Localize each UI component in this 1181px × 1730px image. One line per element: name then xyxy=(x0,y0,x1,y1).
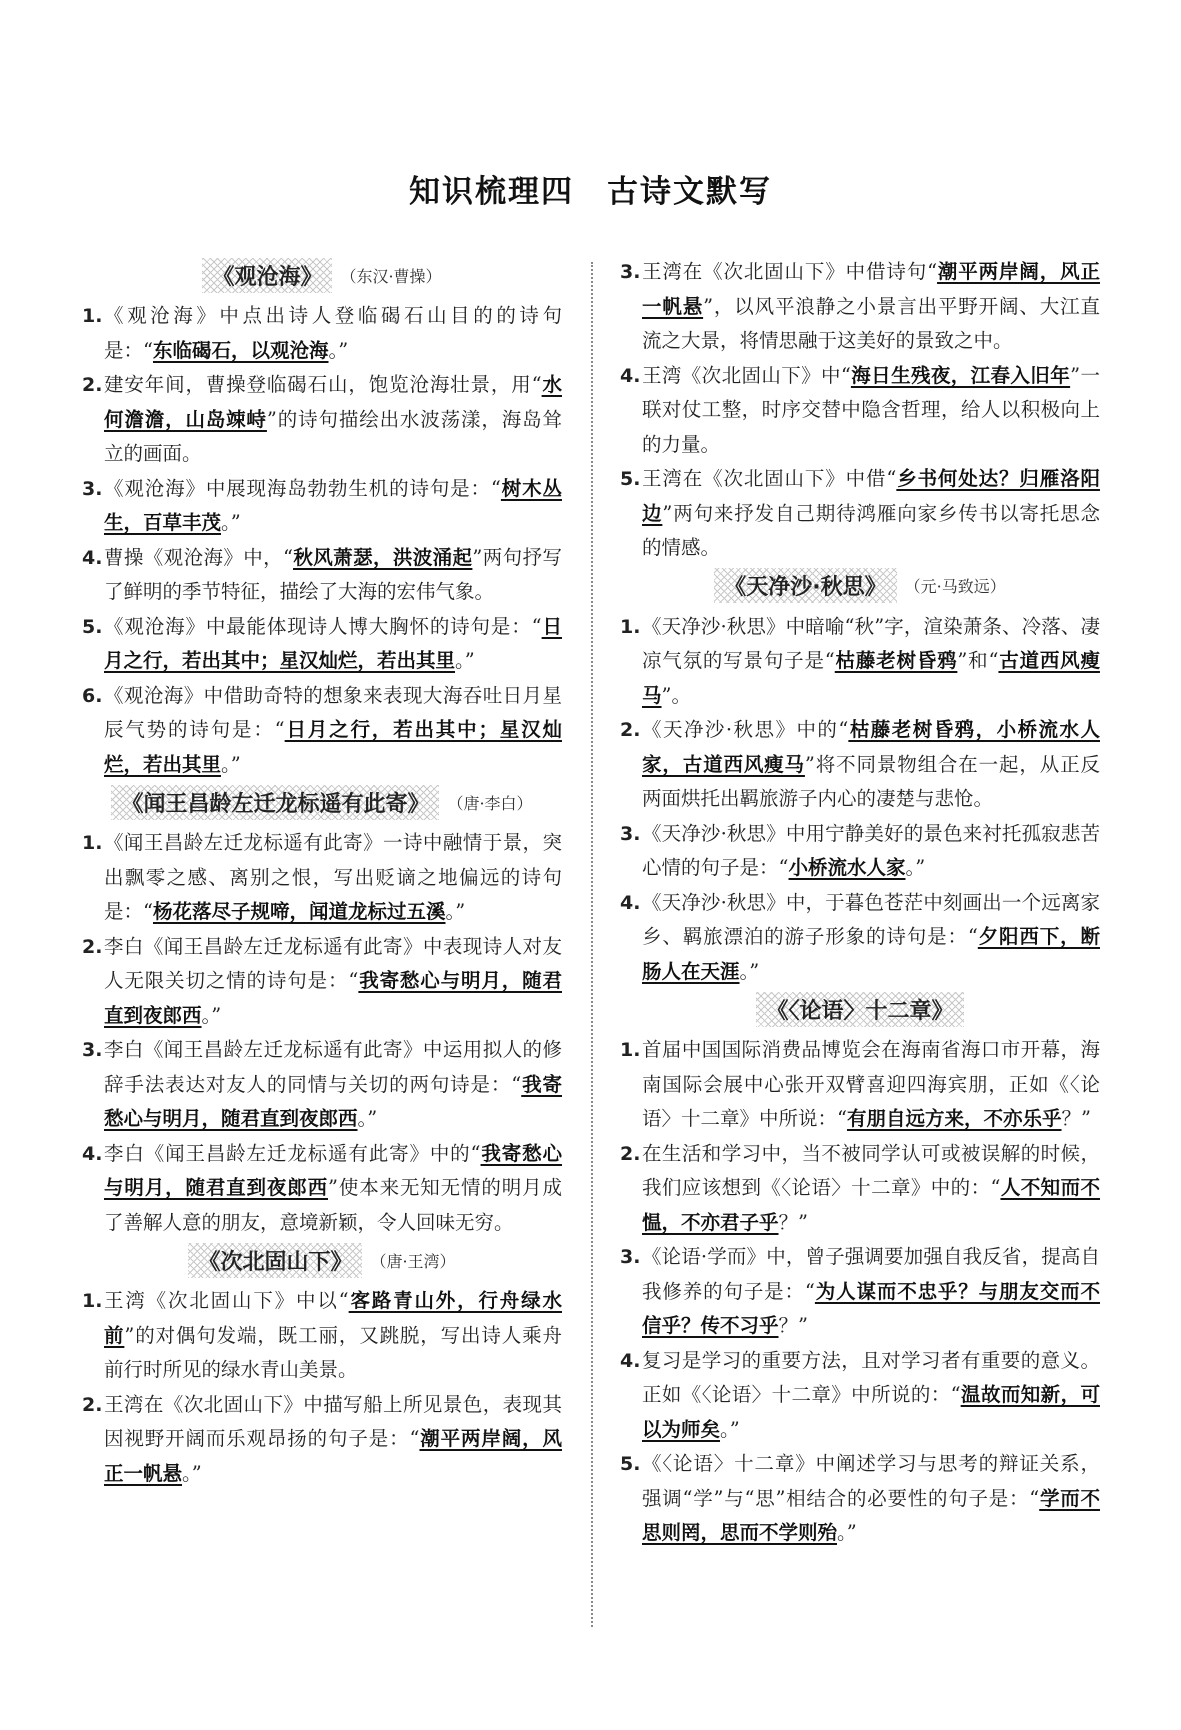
question-item xyxy=(620,1137,1100,1241)
question-item xyxy=(620,610,1100,714)
question-text: ”两句抒写了鲜明的季节特征，描绘了大海的宏伟气象。 xyxy=(104,545,562,603)
question-text: ”。 xyxy=(661,683,691,707)
question-number: 2. xyxy=(82,935,103,958)
answer-text: 小桥流水人家 xyxy=(788,856,906,879)
question-item xyxy=(82,368,562,472)
answer-text: 我寄愁心与明月，随君直到夜郎西 xyxy=(104,969,562,1027)
question-text: 王湾在《次北固山下》中借“ xyxy=(642,467,897,490)
answer-text: 潮平两岸阔，风正一帆悬 xyxy=(104,1427,562,1485)
question-text: 李白《闻王昌龄左迁龙标遥有此寄》中的“ xyxy=(104,1141,481,1165)
question-item xyxy=(82,1033,562,1137)
question-text: 复习是学习的重要方法，且对学习者有重要的意义。正如《〈论语〉十二章》中所说的：“ xyxy=(642,1348,1100,1406)
question-item xyxy=(82,299,562,368)
question-text: 李白《闻王昌龄左迁龙标遥有此寄》中表现诗人对友人无限关切之情的诗句是：“ xyxy=(104,934,562,992)
answer-text: 枯藤老树昏鸦 xyxy=(834,649,958,672)
question-item xyxy=(620,462,1100,566)
question-text: ”两句来抒发自己期待鸿雁向家乡传书以寄托思念的情感。 xyxy=(642,501,1100,559)
question-number: 3. xyxy=(620,822,641,845)
question-text: 《闻王昌龄左迁龙标遥有此寄》一诗中融情于景，突出飘零之感、离别之恨，写出贬谪之地偏远的诗句是：“ xyxy=(104,831,562,923)
question-text: 在生活和学习中，当不被同学认可或被误解的时候，我们应该想到《〈论语〉十二章》中的：“ xyxy=(642,1141,1100,1199)
section-title: 《观沧海》 xyxy=(202,258,332,293)
question-item xyxy=(82,1284,562,1388)
answer-text: 为人谋而不忠乎？与朋友交而不信乎？传不习乎 xyxy=(642,1279,1100,1337)
answer-text: 乡书何处达？归雁洛阳边 xyxy=(642,467,1100,525)
section-author: （唐·李白） xyxy=(447,793,533,813)
question-number: 4. xyxy=(620,891,641,914)
question-number: 5. xyxy=(82,615,103,638)
page-title: 知识梳理四 古诗文默写 xyxy=(409,174,772,210)
question-text: 建安年间，曹操登临碣石山，饱览沧海壮景，用“ xyxy=(104,373,542,396)
answer-text: 有朋自远方来，不亦乐乎 xyxy=(846,1107,1062,1130)
question-number: 3. xyxy=(620,261,641,283)
question-item xyxy=(620,1344,1100,1448)
question-text: 李白《闻王昌龄左迁龙标遥有此寄》中运用拟人的修辞手法表达对友人的同情与关切的两句诗是：“ xyxy=(104,1038,562,1096)
question-number: 1. xyxy=(620,1039,641,1061)
question-text: 曹操《观沧海》中，“ xyxy=(104,545,293,569)
question-text: ？” xyxy=(778,1314,808,1337)
question-text: ”和“ xyxy=(957,649,999,672)
question-number: 1. xyxy=(82,305,103,327)
question-number: 4. xyxy=(82,546,103,569)
question-text: 王湾《次北固山下》中以“ xyxy=(104,1289,349,1312)
section-title: 《〈论语〉十二章》 xyxy=(756,992,963,1027)
answer-text: 日月之行，若出其中；星汉灿烂，若出其里 xyxy=(104,614,562,672)
question-number: 2. xyxy=(620,1142,641,1165)
left-column xyxy=(82,255,562,1491)
question-text: 。” xyxy=(905,856,926,879)
question-number: 6. xyxy=(82,684,103,707)
question-text: 《天净沙·秋思》中的“ xyxy=(642,718,849,741)
question-item xyxy=(620,1240,1100,1344)
question-text: 《天净沙·秋思》中用宁静美好的景色来衬托孤寂悲苦心情的句子是：“ xyxy=(642,821,1100,879)
question-number: 1. xyxy=(82,832,103,854)
question-item xyxy=(82,679,562,783)
question-text: ”将不同景物组合在一起，从正反两面烘托出羁旅游子内心的凄楚与悲怆。 xyxy=(642,752,1100,810)
section-title: 《次北固山下》 xyxy=(188,1243,362,1278)
question-text: 。” xyxy=(201,1003,222,1027)
question-item xyxy=(620,255,1100,359)
question-item xyxy=(82,1388,562,1492)
question-text: ”的诗句描绘出水波荡漾，海岛耸立的画面。 xyxy=(104,407,562,465)
answer-text: 温故而知新，可以为师矣 xyxy=(642,1383,1100,1441)
question-text: 王湾在《次北固山下》中借诗句“ xyxy=(642,260,938,283)
question-text: 王湾在《次北固山下》中描写船上所见景色，表现其因视野开阔而乐观昂扬的句子是：“ xyxy=(104,1392,562,1450)
question-text: 。” xyxy=(837,1521,857,1544)
question-item xyxy=(82,541,562,610)
answer-text: 杨花落尽子规啼，闻道龙标过五溪 xyxy=(152,900,446,923)
question-text: 。” xyxy=(182,1461,202,1485)
right-column xyxy=(620,255,1100,1551)
answer-text: 学而不思则罔，思而不学则殆 xyxy=(642,1486,1100,1544)
question-text: 《观沧海》中点出诗人登临碣石山目的的诗句是：“ xyxy=(104,304,562,362)
question-item xyxy=(620,713,1100,817)
answer-text: 人不知而不愠，不亦君子乎 xyxy=(642,1176,1100,1234)
question-number: 5. xyxy=(620,468,641,490)
answer-text: 潮平两岸阔，风正一帆悬 xyxy=(642,260,1100,318)
question-text: 。” xyxy=(720,1417,740,1441)
question-text: 《观沧海》中借助奇特的想象来表现大海吞吐日月星辰气势的诗句是：“ xyxy=(104,683,562,741)
question-item xyxy=(620,1033,1100,1137)
question-text: ”的对偶句发端，既工丽，又跳脱，写出诗人乘舟前行时所见的绿水青山美景。 xyxy=(104,1323,562,1381)
question-text: 。” xyxy=(739,959,760,983)
question-text: ”，以风平浪静之小景言出平野开阔、大江直流之大景，将情思融于这美好的景致之中。 xyxy=(642,294,1100,352)
answer-text: 古道西风瘦马 xyxy=(642,649,1100,707)
section-header xyxy=(82,1240,562,1280)
question-item xyxy=(82,610,562,679)
section-author: （唐·王湾） xyxy=(370,1251,456,1271)
question-text: ”使本来无知无情的明月成了善解人意的朋友，意境新颖，令人回味无穷。 xyxy=(104,1176,562,1234)
question-text: 首届中国国际消费品博览会在海南省海口市开幕，海南国际会展中心张开双臂喜迎四海宾朋，正如《〈论语〉十二章》中所说：“ xyxy=(642,1038,1100,1130)
answer-text: 水何澹澹，山岛竦峙 xyxy=(104,373,562,431)
question-item xyxy=(82,826,562,930)
question-text: 。” xyxy=(445,900,466,923)
question-item xyxy=(82,930,562,1034)
question-text: 。” xyxy=(221,752,241,776)
question-text: 《〈论语〉十二章》中阐述学习与思考的辩证关系，强调“学”与“思”相结合的必要性的句子是：“ xyxy=(642,1452,1100,1510)
answer-text: 我寄愁心与明月，随君直到夜郎西 xyxy=(104,1072,562,1130)
question-text: 《天净沙·秋思》中暗喻“秋”字，渲染萧条、冷落、凄凉气氛的写景句子是“ xyxy=(642,614,1100,672)
question-text: 《论语·学而》中，曾子强调要加强自我反省，提高自我修养的句子是：“ xyxy=(642,1245,1100,1303)
question-text: ？” xyxy=(778,1210,808,1234)
section-header xyxy=(82,255,562,295)
answer-text: 夕阳西下，断肠人在天涯 xyxy=(642,925,1100,983)
question-item xyxy=(620,886,1100,990)
question-number: 3. xyxy=(82,477,103,500)
answer-text: 秋风萧瑟，洪波涌起 xyxy=(293,545,473,569)
question-text: 《天净沙·秋思》中，于暮色苍茫中刻画出一个远离家乡、羁旅漂泊的游子形象的诗句是：“ xyxy=(642,890,1100,948)
section-author: （元·马致远） xyxy=(904,577,1006,596)
question-number: 1. xyxy=(82,1290,103,1312)
question-item xyxy=(620,817,1100,886)
section-header xyxy=(82,782,562,822)
section-author: （东汉·曹操） xyxy=(340,266,442,286)
question-number: 2. xyxy=(82,1393,103,1416)
answer-text: 客路青山外，行舟绿水前 xyxy=(104,1289,562,1347)
question-number: 2. xyxy=(82,374,103,396)
question-text: 《观沧海》中展现海岛勃勃生机的诗句是：“ xyxy=(104,476,501,500)
question-number: 3. xyxy=(82,1039,103,1061)
question-text: ”一联对仗工整，时序交替中隐含哲理，给人以积极向上的力量。 xyxy=(642,363,1100,456)
question-number: 4. xyxy=(620,364,641,387)
question-text: ？” xyxy=(1061,1107,1091,1130)
question-item xyxy=(82,472,562,541)
question-text: 。” xyxy=(221,511,241,534)
question-item xyxy=(82,1137,562,1241)
question-number: 1. xyxy=(620,615,641,638)
answer-text: 海日生残夜，江春入旧年 xyxy=(850,363,1071,387)
question-item xyxy=(620,1447,1100,1551)
section-title: 《闻王昌龄左迁龙标遥有此寄》 xyxy=(111,785,439,820)
question-item xyxy=(620,359,1100,463)
section-header xyxy=(620,566,1100,606)
answer-text: 我寄愁心与明月，随君直到夜郎西 xyxy=(104,1141,562,1199)
question-text: 。” xyxy=(357,1107,378,1130)
answer-text: 树木丛生，百草丰茂 xyxy=(104,476,562,534)
column-divider xyxy=(591,262,593,1627)
question-number: 5. xyxy=(620,1453,641,1475)
question-text: 。” xyxy=(328,338,349,362)
question-number: 2. xyxy=(620,719,641,741)
question-text: 《观沧海》中最能体现诗人博大胸怀的诗句是：“ xyxy=(104,614,542,638)
question-number: 4. xyxy=(620,1349,641,1372)
question-number: 3. xyxy=(620,1246,641,1268)
answer-text: 东临碣石，以观沧海 xyxy=(152,338,329,362)
section-header xyxy=(620,989,1100,1029)
question-number: 4. xyxy=(82,1142,103,1165)
question-text: 。” xyxy=(455,649,475,672)
section-title: 《天净沙·秋思》 xyxy=(714,568,896,603)
question-text: 王湾《次北固山下》中“ xyxy=(642,363,851,387)
answer-text: 日月之行，若出其中；星汉灿烂，若出其里 xyxy=(104,718,562,776)
answer-text: 枯藤老树昏鸦，小桥流水人家，古道西风瘦马 xyxy=(642,718,1100,776)
